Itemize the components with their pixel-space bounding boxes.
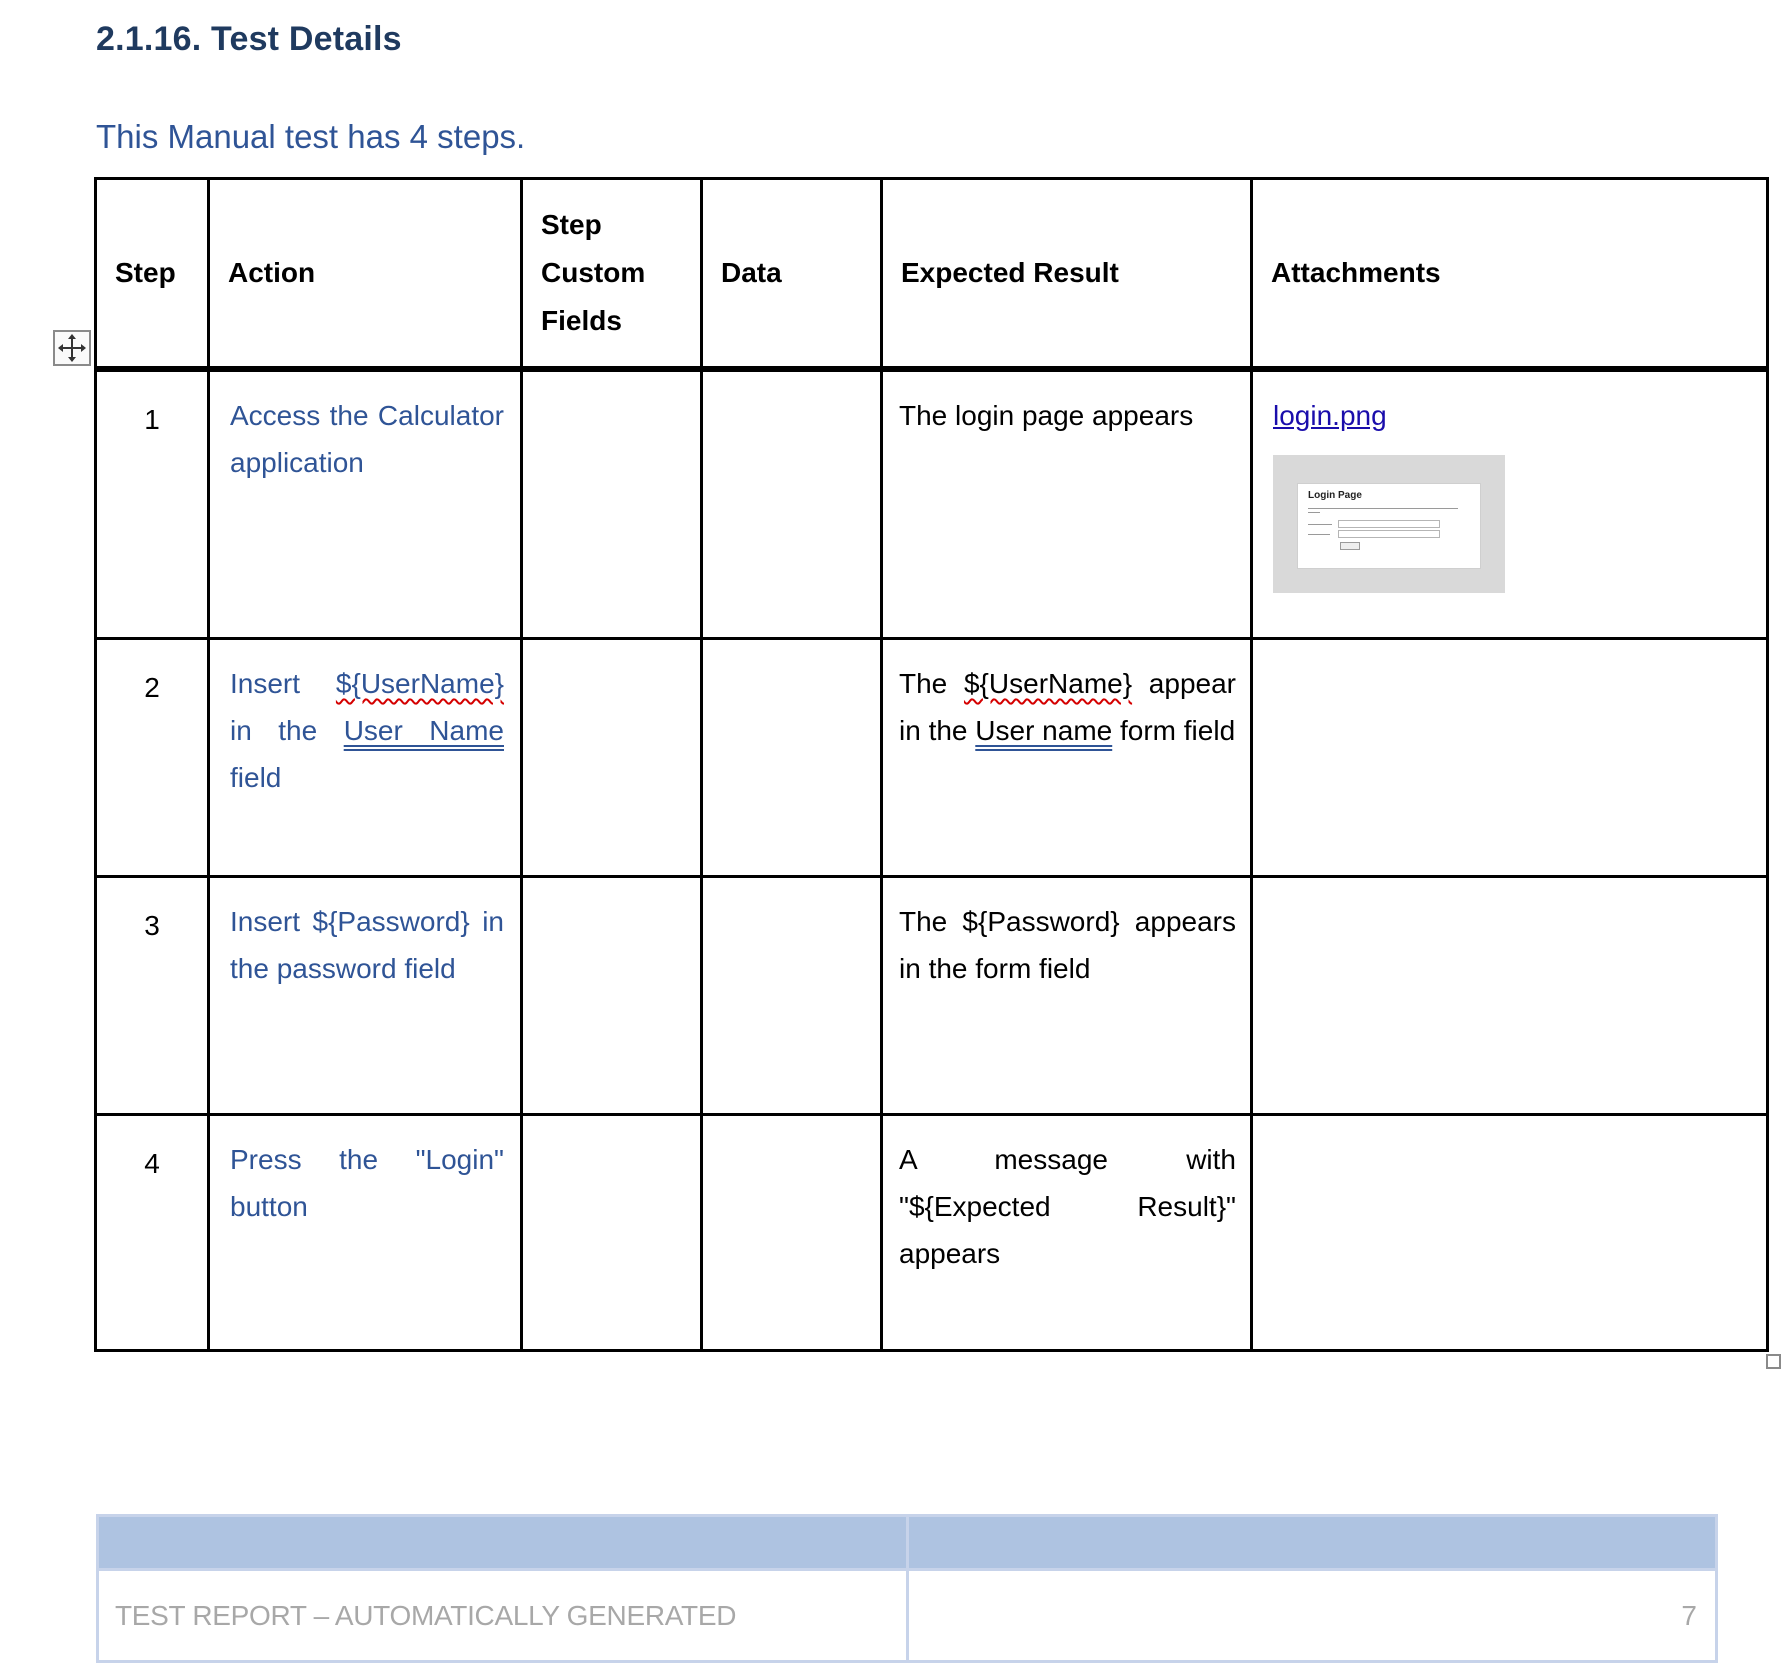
header-custom-line2: Custom <box>541 256 646 288</box>
action-text: Insert <box>230 668 336 699</box>
section-heading: 2.1.16. Test Details <box>96 20 402 58</box>
attachment-link[interactable]: login.png <box>1273 399 1387 431</box>
footer-text-row <box>98 1570 1717 1662</box>
action-variable: ${UserName} <box>335 668 504 699</box>
thumbnail-login-button <box>1340 542 1360 550</box>
header-step: Step <box>96 179 209 369</box>
table-row <box>96 369 1768 639</box>
step-data[interactable] <box>702 1115 882 1351</box>
header-action: Action <box>209 179 522 369</box>
action-field-name: User Name <box>343 715 504 746</box>
move-arrows-glyph <box>57 333 87 363</box>
step-expected-result[interactable]: The login page appears <box>882 369 1252 639</box>
resize-handle-icon[interactable] <box>1766 1354 1781 1369</box>
footer-band-cell <box>907 1516 1717 1570</box>
header-custom-line3: Fields <box>541 304 622 336</box>
step-action[interactable] <box>209 639 522 877</box>
header-step-custom-fields <box>522 179 702 369</box>
thumbnail-title: Login Page <box>1308 489 1362 501</box>
step-custom-fields[interactable] <box>522 369 702 639</box>
thumbnail-text-line <box>1308 512 1320 513</box>
header-custom-line1: Step <box>541 208 602 240</box>
header-attachments: Attachments <box>1252 179 1768 369</box>
step-data[interactable] <box>702 639 882 877</box>
step-data[interactable] <box>702 369 882 639</box>
test-steps-table <box>94 177 1769 1352</box>
expected-variable: ${UserName} <box>963 668 1133 699</box>
page-number: 7 <box>907 1570 1717 1662</box>
step-expected-result[interactable]: The ${Password} appears in the form field <box>882 877 1252 1115</box>
step-action[interactable]: Press the "Login" button <box>209 1115 522 1351</box>
step-attachments[interactable] <box>1252 369 1768 639</box>
step-number: 1 <box>96 369 209 639</box>
thumbnail-text-line <box>1308 508 1458 509</box>
expected-field-name: User name <box>975 715 1113 746</box>
step-number: 4 <box>96 1115 209 1351</box>
thumbnail-password-field <box>1338 530 1440 538</box>
expected-text: appear in the <box>899 668 1236 746</box>
step-attachments[interactable] <box>1252 877 1768 1115</box>
step-expected-result[interactable]: A message with "${Expected Result}" appears <box>882 1115 1252 1351</box>
table-row <box>96 877 1768 1115</box>
table-row <box>96 1115 1768 1351</box>
thumbnail-label-line <box>1308 524 1332 525</box>
step-number: 2 <box>96 639 209 877</box>
action-text: in the <box>230 715 344 746</box>
footer-band-cell <box>98 1516 908 1570</box>
footer-label: TEST REPORT – AUTOMATICALLY GENERATED <box>98 1570 908 1662</box>
footer-band <box>98 1516 1717 1570</box>
step-custom-fields[interactable] <box>522 639 702 877</box>
table-row <box>96 639 1768 877</box>
step-expected-result[interactable] <box>882 639 1252 877</box>
expected-text: form field <box>1112 715 1236 746</box>
header-data: Data <box>702 179 882 369</box>
step-data[interactable] <box>702 877 882 1115</box>
step-attachments[interactable] <box>1252 1115 1768 1351</box>
attachment-thumbnail[interactable] <box>1273 455 1505 593</box>
page-footer <box>96 1514 1718 1663</box>
step-action[interactable]: Access the Calculator application <box>209 369 522 639</box>
table-header-row <box>96 179 1768 369</box>
step-custom-fields[interactable] <box>522 877 702 1115</box>
header-expected-result: Expected Result <box>882 179 1252 369</box>
expected-text: The <box>899 668 964 699</box>
step-attachments[interactable] <box>1252 639 1768 877</box>
thumbnail-username-field <box>1338 520 1440 528</box>
action-text: field <box>230 762 282 793</box>
thumbnail-label-line <box>1308 534 1330 535</box>
move-icon[interactable] <box>53 330 91 366</box>
thumbnail-login-page <box>1297 483 1481 569</box>
step-custom-fields[interactable] <box>522 1115 702 1351</box>
step-number: 3 <box>96 877 209 1115</box>
steps-intro: This Manual test has 4 steps. <box>96 118 526 155</box>
step-action[interactable]: Insert ${Password} in the password field <box>209 877 522 1115</box>
